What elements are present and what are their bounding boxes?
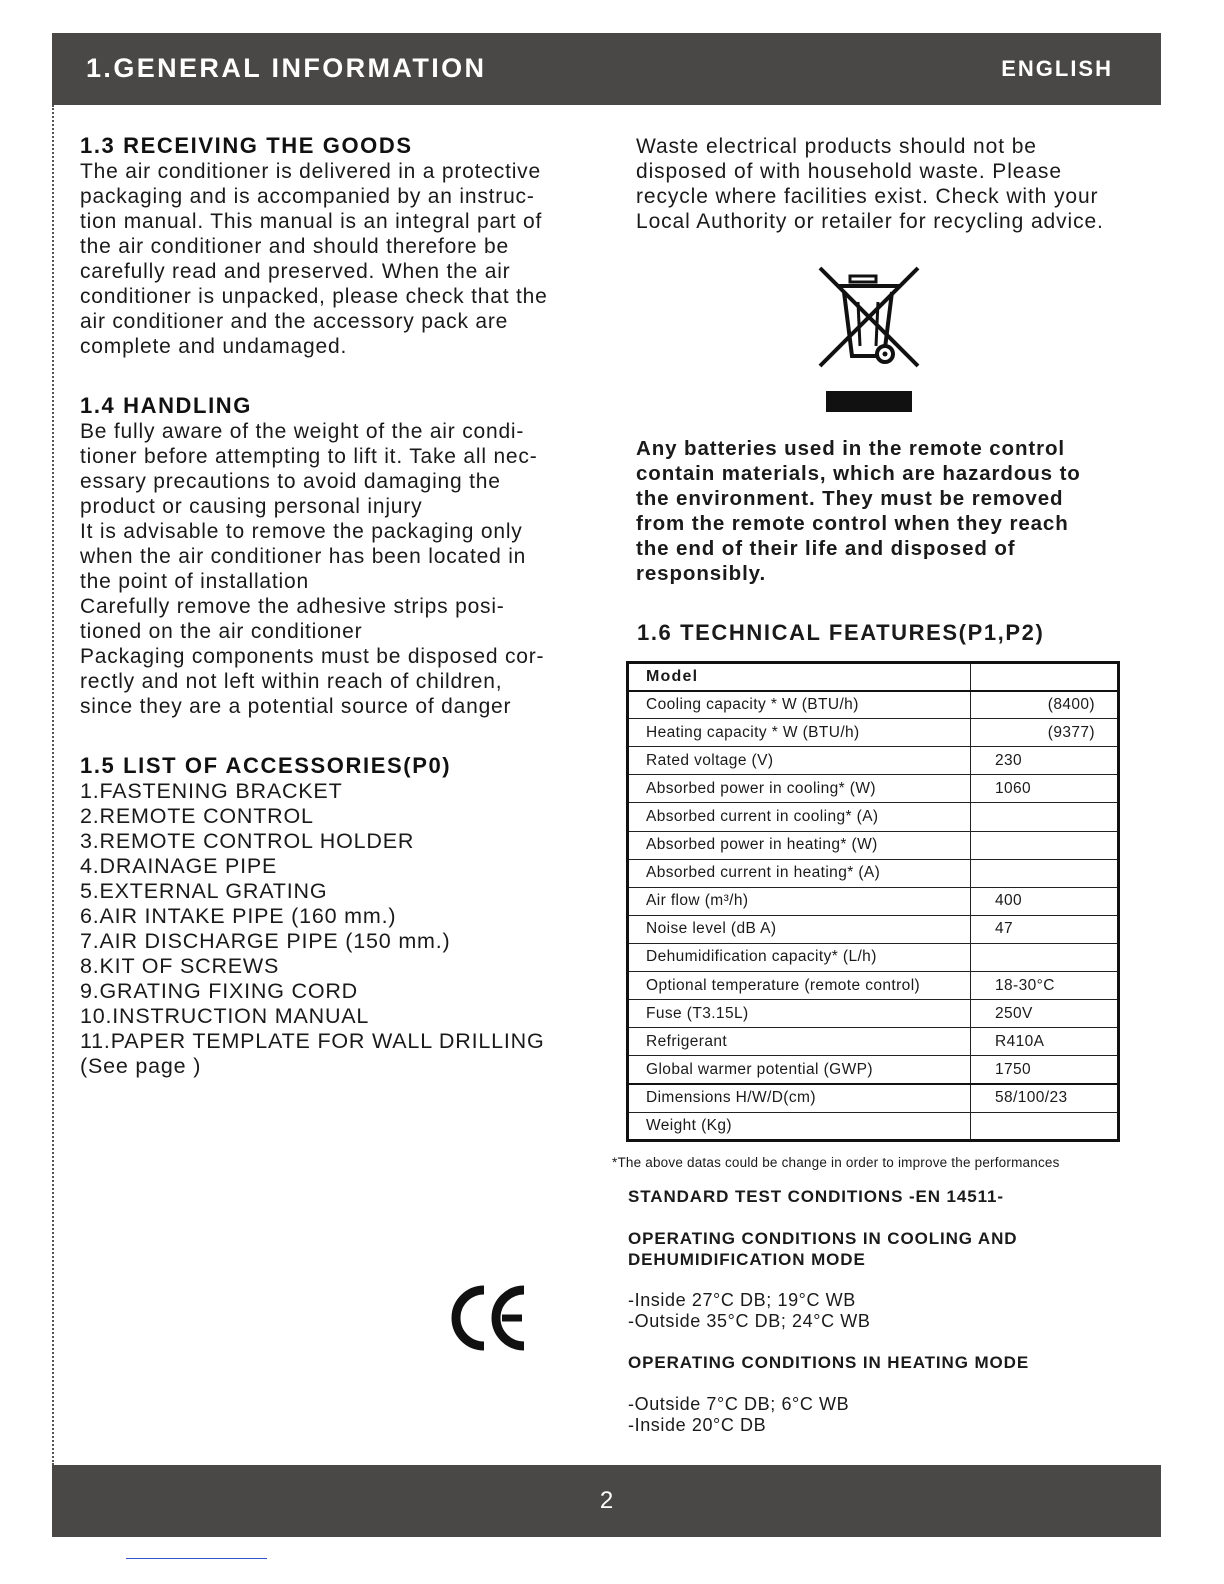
weee-black-bar: [826, 391, 912, 412]
text-line: from the remote control when they reach: [636, 512, 1069, 535]
row-label: Refrigerant: [628, 1028, 971, 1056]
list-item: 7.AIR DISCHARGE PIPE (150 mm.): [80, 929, 451, 953]
text-line: the point of installation: [80, 570, 309, 593]
ce-mark-icon: [450, 1282, 530, 1354]
standard-title: STANDARD TEST CONDITIONS -EN 14511-: [628, 1187, 1004, 1206]
text-line: packaging and is accompanied by an instruc-: [80, 185, 535, 208]
text-line: It is advisable to remove the packaging only: [80, 520, 523, 543]
text-line: The air conditioner is delivered in a protective: [80, 160, 541, 183]
text-line: Any batteries used in the remote control: [636, 437, 1065, 460]
list-item: 11.PAPER TEMPLATE FOR WALL DRILLING: [80, 1029, 545, 1053]
page-footer: [52, 1465, 1161, 1537]
condition-line: -Outside 35°C DB; 24°C WB: [628, 1311, 871, 1331]
table-row: [628, 859, 1119, 887]
row-label: Air flow (m³/h): [628, 887, 971, 915]
heating-values: [628, 1394, 1148, 1436]
list-item: 3.REMOTE CONTROL HOLDER: [80, 829, 415, 853]
row-label: Absorbed current in cooling* (A): [628, 803, 971, 831]
table-row: [628, 1084, 1119, 1112]
text-line: the air conditioner and should therefore be: [80, 235, 510, 258]
text-line: when the air conditioner has been located in: [80, 545, 527, 568]
row-value: 230: [971, 747, 1119, 775]
chapter-title: 1.GENERAL INFORMATION: [86, 53, 487, 83]
table-row: [628, 831, 1119, 859]
receiving-text: [80, 159, 590, 359]
row-value: [971, 831, 1119, 859]
list-item: 4.DRAINAGE PIPE: [80, 854, 278, 878]
table-row: [628, 747, 1119, 775]
section-title-handling: 1.4 HANDLING: [80, 393, 252, 418]
list-item: (See page ): [80, 1054, 202, 1078]
language-label: ENGLISH: [1001, 56, 1113, 81]
row-value: 1060: [971, 775, 1119, 803]
row-label: Optional temperature (remote control): [628, 972, 971, 1000]
heating-title: OPERATING CONDITIONS IN HEATING MODE: [628, 1353, 1030, 1372]
text-line: recycle where facilities exist. Check with your: [636, 185, 1099, 208]
table-row: [628, 887, 1119, 915]
list-item: 8.KIT OF SCREWS: [80, 954, 280, 978]
table-row: [628, 803, 1119, 831]
table-row: [628, 972, 1119, 1000]
row-value: 47: [971, 915, 1119, 943]
list-item: 5.EXTERNAL GRATING: [80, 879, 328, 903]
table-row: [628, 691, 1119, 719]
condition-line: -Outside 7°C DB; 6°C WB: [628, 1394, 850, 1414]
text-line: complete and undamaged.: [80, 335, 348, 358]
table-row: [628, 719, 1119, 747]
row-value: 400: [971, 887, 1119, 915]
row-label: Rated voltage (V): [628, 747, 971, 775]
crossed-bin-icon: [814, 262, 924, 374]
row-label: Global warmer potential (GWP): [628, 1056, 971, 1084]
condition-line: -Inside 20°C DB: [628, 1415, 767, 1435]
text-line: the end of their life and disposed of: [636, 537, 1016, 560]
table-row: [628, 775, 1119, 803]
text-line: Waste electrical products should not be: [636, 135, 1037, 158]
text-line: Packaging components must be disposed cor-: [80, 645, 545, 668]
table-row: [628, 915, 1119, 943]
row-label: Heating capacity * W (BTU/h): [628, 719, 971, 747]
row-label: Cooling capacity * W (BTU/h): [628, 691, 971, 719]
row-value: 58/100/23: [971, 1084, 1119, 1112]
margin-dotted-rule: [52, 105, 54, 1465]
row-value: [971, 943, 1119, 971]
text-line: tioner before attempting to lift it. Take all nec-: [80, 445, 538, 468]
text-line: Local Authority or retailer for recycling advice.: [636, 210, 1104, 233]
cooling-values: [628, 1290, 1148, 1332]
condition-line: -Inside 27°C DB; 19°C WB: [628, 1290, 856, 1310]
row-label: Dimensions H/W/D(cm): [628, 1084, 971, 1112]
row-label: Fuse (T3.15L): [628, 1000, 971, 1028]
table-header-label: Model: [646, 667, 699, 685]
cooling-title-line: OPERATING CONDITIONS IN COOLING AND: [628, 1229, 1018, 1248]
right-column: [636, 134, 1146, 234]
section-title-accessories: 1.5 LIST OF ACCESSORIES(P0): [80, 753, 452, 778]
row-value: [971, 859, 1119, 887]
text-line: Carefully remove the adhesive strips posi-: [80, 595, 505, 618]
list-item: 10.INSTRUCTION MANUAL: [80, 1004, 370, 1028]
table-row: [628, 1000, 1119, 1028]
table-row: [628, 1028, 1119, 1056]
cooling-conditions: [628, 1228, 1148, 1270]
text-line: carefully read and preserved. When the air: [80, 260, 511, 283]
text-line: product or causing personal injury: [80, 495, 423, 518]
text-line: rectly and not left within reach of children,: [80, 670, 503, 693]
row-value: (8400): [971, 691, 1119, 719]
row-value: 1750: [971, 1056, 1119, 1084]
standard-test-conditions: [628, 1186, 1148, 1207]
bottom-underline: [126, 1558, 267, 1559]
row-label: Absorbed current in heating* (A): [628, 859, 971, 887]
table-header-row: [628, 663, 1119, 691]
row-value: [971, 1112, 1119, 1140]
accessories-list: [80, 779, 590, 1079]
page-number: 2: [599, 1487, 614, 1514]
row-value: 18-30°C: [971, 972, 1119, 1000]
row-label: Absorbed power in heating* (W): [628, 831, 971, 859]
row-value: R410A: [971, 1028, 1119, 1056]
list-item: 9.GRATING FIXING CORD: [80, 979, 359, 1003]
handling-text: [80, 419, 590, 719]
text-line: contain materials, which are hazardous to: [636, 462, 1081, 485]
left-column: [80, 132, 590, 1079]
cooling-title-line: DEHUMIDIFICATION MODE: [628, 1250, 866, 1269]
row-label: Dehumidification capacity* (L/h): [628, 943, 971, 971]
row-label: Noise level (dB A): [628, 915, 971, 943]
text-line: tioned on the air conditioner: [80, 620, 363, 643]
row-label: Weight (Kg): [628, 1112, 971, 1140]
text-line: conditioner is unpacked, please check that the: [80, 285, 548, 308]
section-title-receiving: 1.3 RECEIVING THE GOODS: [80, 133, 413, 158]
text-line: air conditioner and the accessory pack are: [80, 310, 509, 333]
text-line: tion manual. This manual is an integral part of: [80, 210, 543, 233]
row-value: 250V: [971, 1000, 1119, 1028]
section-title-technical: 1.6 TECHNICAL FEATURES(P1,P2): [637, 620, 1045, 645]
table-row: [628, 943, 1119, 971]
table-header-value: [971, 663, 1119, 691]
text-line: the environment. They must be removed: [636, 487, 1064, 510]
text-line: disposed of with household waste. Please: [636, 160, 1062, 183]
heating-conditions: [628, 1352, 1148, 1373]
weee-text: [636, 134, 1146, 234]
page-header: [52, 33, 1161, 105]
table-footnote: *The above datas could be change in order to improve the performances: [612, 1155, 1060, 1170]
row-value: (9377): [971, 719, 1119, 747]
row-label: Absorbed power in cooling* (W): [628, 775, 971, 803]
batteries-warning: [636, 436, 1156, 586]
table-row: [628, 1056, 1119, 1084]
table-row: [628, 1112, 1119, 1140]
technical-features-table: [626, 661, 1120, 1142]
text-line: Be fully aware of the weight of the air condi-: [80, 420, 525, 443]
text-line: essary precautions to avoid damaging the: [80, 470, 501, 493]
list-item: 1.FASTENING BRACKET: [80, 779, 343, 803]
list-item: 6.AIR INTAKE PIPE (160 mm.): [80, 904, 397, 928]
list-item: 2.REMOTE CONTROL: [80, 804, 314, 828]
row-value: [971, 803, 1119, 831]
text-line: responsibly.: [636, 562, 767, 585]
text-line: since they are a potential source of danger: [80, 695, 512, 718]
